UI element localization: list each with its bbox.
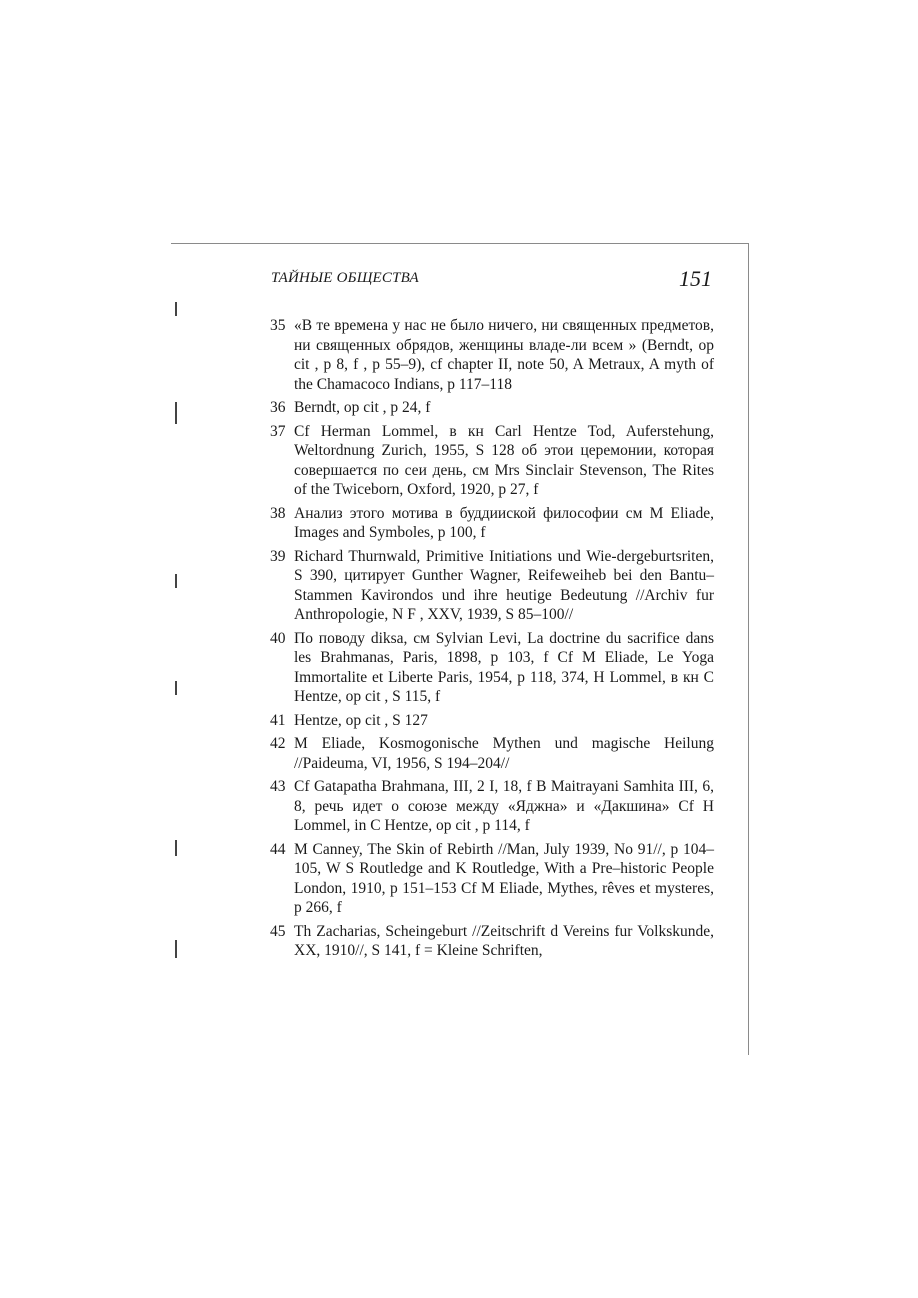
footnote-number: 44 xyxy=(270,840,286,858)
footnote-number: 43 xyxy=(270,778,286,795)
footnote xyxy=(270,504,714,543)
footnote-number: 45 xyxy=(270,922,286,940)
footnote-text: Richard Thurnwald, Primitive Initiations und Wie-dergeburtsriten, S 390, цитирует Gunther Wagner, Reifeweiheb bei den Bantu–Stammen Kavirondos und ihre heutige Bedeutung //Archiv fur Anthropologie, N F , XXV, 1939, S 85–100// xyxy=(294,547,714,623)
footnote xyxy=(270,734,714,773)
footnote-number: 36 xyxy=(270,399,286,416)
footnote-number: 42 xyxy=(270,735,286,752)
footnote xyxy=(270,316,714,394)
footnote xyxy=(270,922,714,961)
footnote-text: Cf Gatapatha Brahmana, III, 2 I, 18, f B Maitrayani Samhita III, 6, 8, речь идет о союзе между «Яджна» и «Дакшина» Cf H Lommel, in C Hentze, op cit , p 114, f xyxy=(294,778,714,834)
footnote-text: Анализ этого мотива в буддииской философии см M Eliade, Images and Symboles, p 100, f xyxy=(294,504,714,541)
footnote xyxy=(270,711,714,731)
footnote-number: 41 xyxy=(270,711,286,729)
footnote-text: Cf Herman Lommel, в кн Carl Hentze Tod, Auferstehung, Weltordnung Zurich, 1955, S 128 об этои церемонии, которая совершается по сеи день, см Mrs Sinclair Stevenson, The Rites of the Twiceborn, Oxford, 1920, p 27, f xyxy=(294,422,714,498)
margin-mark xyxy=(175,574,177,588)
footnotes-list xyxy=(270,316,714,965)
footnote-number: 38 xyxy=(270,504,286,522)
footnote xyxy=(270,547,714,625)
footnote-text: «В те времена у нас не было ничего, ни священных предметов, ни священных обрядов, женщины владе-ли всем » (Berndt, op cit , p 8, f , p 55–9), cf chapter II, note 50, A Metraux, A myth of the Chamacoco Indians, p 117–118 xyxy=(294,317,714,393)
running-title: ТАЙНЫЕ ОБЩЕСТВА xyxy=(271,270,419,286)
footnote-number: 40 xyxy=(270,629,286,647)
footnote xyxy=(270,629,714,707)
margin-mark xyxy=(175,940,177,958)
footnote-text: M Canney, The Skin of Rebirth //Man, July 1939, No 91//, p 104–105, W S Routledge and K Routledge, With a Pre–historic People London, 1910, p 151–153 Cf M Eliade, Mythes, rêves et mysteres, p 266, f xyxy=(294,840,714,916)
footnote-text: Th Zacharias, Scheingeburt //Zeitschrift d Vereins fur Volkskunde, XX, 1910//, S 141, f = Kleine Schriften, xyxy=(294,922,714,959)
footnote xyxy=(270,422,714,500)
footnote-text: По поводу diksa, см Sylvian Levi, La doctrine du sacrifice dans les Brahmanas, Paris, 1898, p 103, f Cf M Eliade, Le Yoga Immortalite et Liberte Paris, 1954, p 118, 374, H Lommel, в кн C Hentze, op cit , S 115, f xyxy=(294,629,714,705)
footnote xyxy=(270,777,714,836)
margin-mark xyxy=(175,840,177,856)
margin-mark xyxy=(175,302,177,316)
page-frame-top-rule xyxy=(171,243,749,244)
footnote xyxy=(270,398,714,418)
footnote-text: M Eliade, Kosmogonische Mythen und magische Heilung //Paideuma, VI, 1956, S 194–204// xyxy=(294,735,714,772)
footnote-text: Berndt, op cit , p 24, f xyxy=(294,399,431,416)
page-number: 151 xyxy=(679,266,712,291)
footnote-number: 37 xyxy=(270,422,286,440)
margin-mark xyxy=(175,681,177,695)
footnote xyxy=(270,840,714,918)
footnote-number: 39 xyxy=(270,547,286,565)
footnote-number: 35 xyxy=(270,317,286,334)
footnote-text: Hentze, op cit , S 127 xyxy=(294,711,428,729)
margin-mark xyxy=(175,402,177,424)
page-frame-right-rule xyxy=(748,243,749,1055)
